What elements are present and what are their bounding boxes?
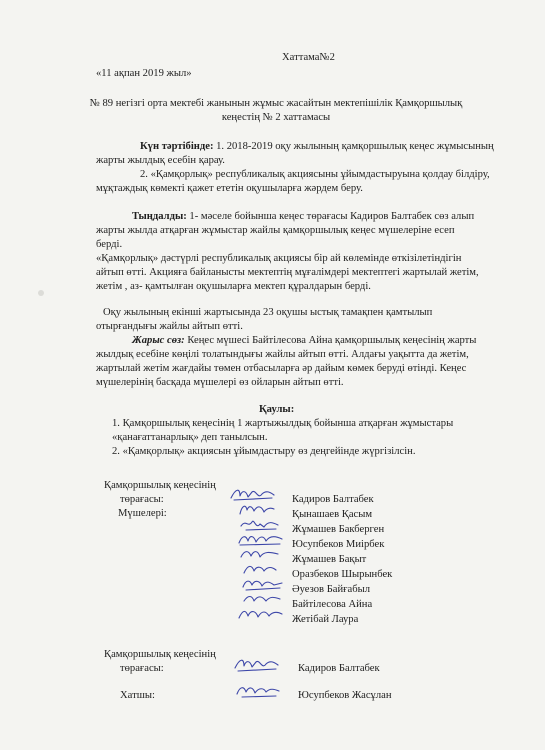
second-half-line-1: Оқу жылының екінші жартысында 23 оқушы ыстық тамақпен қамтылып [103, 307, 433, 318]
council-label-1: Қамқоршылық кеңесінің [104, 480, 216, 491]
agenda-line-3: 2. «Қамқорлық» республикалық акциясыны ұйымдастыруына қолдау білдіру, [140, 169, 490, 180]
listened-line-5: айтып өтті. Акцияға байланысты мектептің мұғалімдері мектептегі жартылай жетім, [96, 267, 479, 278]
protocol-title: Хаттама№2 [282, 52, 335, 63]
listened-line-3: берді. [96, 239, 123, 250]
secretary-label: Хатшы: [120, 690, 155, 701]
listened-line-4: «Қамқорлық» дәстүрлі республикалық акциясы бір ай көлемінде өткізілетіндігін [96, 253, 462, 264]
member-name: Кадиров Балтабек [292, 494, 374, 505]
signature-icon [234, 682, 282, 702]
member-name: Оразбеков Шырынбек [292, 569, 393, 580]
decision-line-1: 1. Қамқоршылық кеңесінің 1 жартыжылдық бойынша атқарған жұмыстары [112, 418, 454, 429]
heading-line-1: № 89 негізгі орта мектебі жанынын жұмыс жасайтын мектепішілік Қамқоршылық [89, 98, 463, 109]
speech-line-4: мүшелерінің басқада мүшелері өз ойларын айтып өтті. [96, 377, 344, 388]
agenda-label: Күн тәртібінде: [140, 141, 214, 152]
council-label-2: Қамқоршылық кеңесінің [104, 649, 216, 660]
heading-line-2: кеңестің № 2 хаттамасы [221, 112, 331, 123]
signature-icon [232, 655, 282, 675]
listened-label: Тыңдалды: [132, 211, 187, 222]
members-label: Мүшелері: [118, 508, 167, 519]
protocol-date: «11 ақпан 2019 жыл» [96, 68, 192, 79]
listened-line-1: Тыңдалды: 1- мәселе бойынша кеңес төрағасы Кадиров Балтабек сөз алып [132, 211, 475, 222]
speech-line-1: Жарыс сөз: Кеңес мүшесі Байтілесова Айна қамқоршылық кеңесінің жарты [132, 335, 477, 346]
secretary-name: Юсупбеков Жасұлан [298, 690, 392, 701]
decision-line-2: «қанағаттанарлық» деп танылсын. [112, 432, 268, 443]
agenda-line-2: жарты жылдық есебін қарау. [96, 155, 225, 166]
listened-line-2: жарты жылда атқарған жұмыстар жайлы қамқоршылық кеңес мүшелеріне есеп [96, 225, 455, 236]
agenda-line-1 [140, 140, 494, 154]
punch-hole-mark [38, 290, 44, 296]
member-name: Жұмашев Бақыт [292, 554, 367, 565]
member-name: Қынашаев Қасым [292, 509, 373, 520]
member-name: Байтілесова Айна [292, 599, 373, 610]
listened-line-6: жетім , аз- қамтылған оқушыларға мектеп құралдарын берді. [96, 281, 371, 292]
second-half-line-2: отырғандығы жайлы айтып өтті. [96, 321, 243, 332]
decision-label: Қаулы: [259, 404, 295, 415]
speech-line-3: жартылай жетім жағдайы төмен отбасыларға әр дайым көмек беруді өтінді. Кеңес [96, 363, 467, 374]
decision-line-3: 2. «Қамқорлық» акциясын ұйымдастыру өз деңгейінде жүргізілсін. [112, 446, 416, 457]
agenda-line-4: мұқтаждық көмекті қажет ететін оқушыларға жәрдем беру. [96, 183, 363, 194]
speech-label: Жарыс сөз: [132, 335, 185, 346]
signature-icon [236, 606, 286, 624]
member-name: Жұмашев Бакберген [292, 524, 385, 535]
chair-name-2: Кадиров Балтабек [298, 663, 380, 674]
agenda-item-1: 1. 2018-2019 оқу жылының қамқоршылық кеңес жұмысының [213, 141, 494, 152]
member-name: Юсупбеков Миірбек [292, 539, 385, 550]
member-name: Жетібай Лаура [292, 614, 359, 625]
chair-label-2: төрағасы: [120, 663, 164, 674]
member-name: Әуезов Байғабыл [292, 584, 371, 595]
speech-line-2: жылдық есебіне көңілі толатындығы жайлы айтып өтті. Алдағы уақытта да жетім, [96, 349, 469, 360]
chair-label: төрағасы: [120, 494, 164, 505]
